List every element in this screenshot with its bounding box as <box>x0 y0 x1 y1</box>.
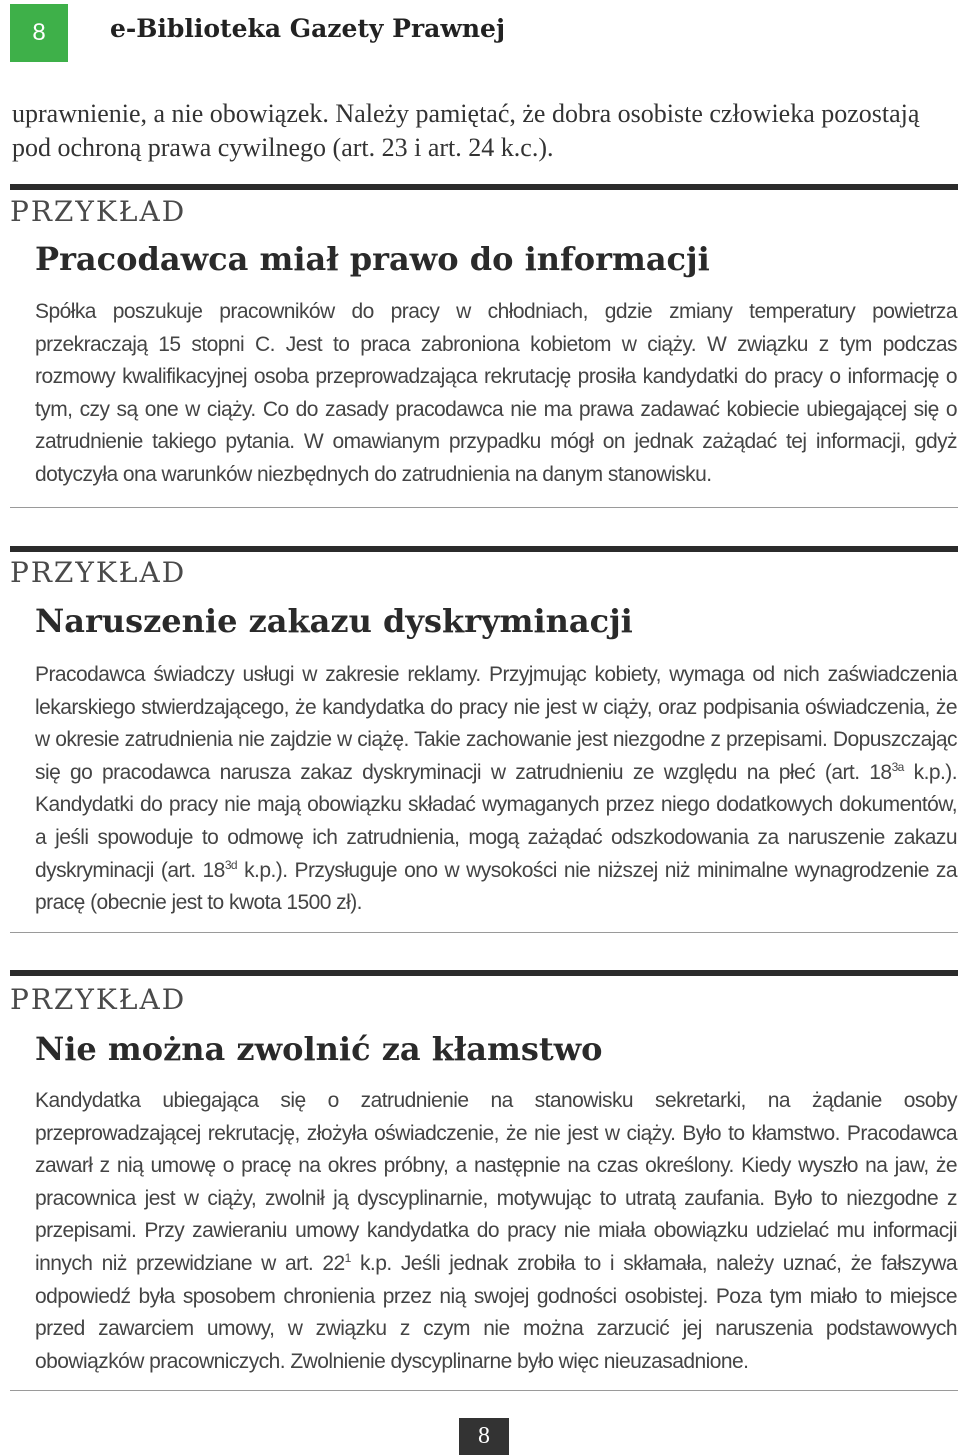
example-title: Naruszenie zakazu dyskryminacji <box>35 602 633 640</box>
article-superscript: 3d <box>224 857 238 872</box>
page-number-badge: 8 <box>10 4 68 62</box>
example-body-text: k.p.). Kandydatki do pracy nie mają obowiązku składać wymaganych przez niego dodatkowych dokumentów, a jeśli spowoduje to odmowę ich zatrudnienia, mogą zażądać odszkodowania za naruszenie zakazu dyskryminacji (art. 18 <box>35 760 957 882</box>
section-divider-thin <box>10 932 958 933</box>
example-title: Nie można zwolnić za kłamstwo <box>35 1030 603 1068</box>
section-divider-thick <box>10 970 958 976</box>
footer-page-number: 8 <box>459 1418 509 1455</box>
example-body-text: Spółka poszukuje pracowników do pracy w chłodniach, gdzie zmiany temperatury powietrza przekraczają 15 stopni C. Jest to praca zabroniona kobietom w ciąży. W związku z tym podczas rozmowy kwalifikacyjnej osoba przeprowadzająca rekrutację prosiła kandydatki do pracy o informację o tym, czy są one w ciąży. Co do zasady pracodawca nie ma prawa zadawać kobiecie ubiegającej się o zatrudnienie takiego pytania. W omawianym przypadku mógł on jednak zażądać tej informacji, gdyż dotyczyła ona warunków niezbędnych do zatrudnienia na danym stanowisku. <box>35 300 957 486</box>
example-label: PRZYKŁAD <box>10 195 187 228</box>
example-body-text: k.p. Jeśli jednak zrobiła to i skłamała, należy uznać, że fałszywa odpowiedź była sposobem chronienia przez nią swojej godności osobistej. Poza tym miało to miejsce przed zawarciem umowy, w związku z czym nie można zarzucić jej naruszenia podstawowych obowiązków pracowniczych. Zwolnienie dyscyplinarne było więc nieuzasadnione. <box>35 1251 957 1373</box>
section-divider-thin <box>10 507 958 508</box>
example-body-text: Kandydatka ubiegająca się o zatrudnienie na stanowisku sekretarki, na żądanie osoby przeprowadzającej rekrutację, złożyła oświadczenie, że nie jest w ciąży. Było to kłamstwo. Pracodawca zawarł z nią umowę o pracę na okres próbny, a następnie na czas określony. Kiedy wyszło na jaw, że pracownica jest w ciąży, zwolnił ją dyscyplinarnie, motywując to utratą zaufania. Było to niezgodne z przepisami. Przy zawieraniu umowy kandydatka do pracy nie miała obowiązku udzielać mu informacji innych niż przewidziane w art. 22 <box>35 1089 957 1275</box>
publication-title: e-Biblioteka Gazety Prawnej <box>110 14 505 43</box>
section-divider-thick <box>10 184 958 190</box>
section-divider-thin <box>10 1390 958 1391</box>
example-body-text: k.p.). Przysługuje ono w wysokości nie niższej niż minimalne wynagrodzenie za pracę (obecnie jest to kwota 1500 zł). <box>35 858 957 915</box>
article-superscript: 3a <box>891 759 904 774</box>
page-header <box>0 0 960 64</box>
article-superscript: 1 <box>344 1250 351 1265</box>
example-body <box>35 1085 957 1378</box>
intro-paragraph: uprawnienie, a nie obowiązek. Należy pamiętać, że dobra osobiste człowieka pozostają pod ochroną prawa cywilnego (art. 23 i art. 24 k.c.). <box>12 99 920 162</box>
section-divider-thick <box>10 546 958 552</box>
example-label: PRZYKŁAD <box>10 983 187 1016</box>
example-body-text: Pracodawca świadczy usługi w zakresie reklamy. Przyjmując kobiety, wymaga od nich zaświadczenia lekarskiego stwierdzającego, że kandydatka do pracy nie jest w ciąży, oraz podpisania oświadczenia, że w okresie zatrudnienia nie zajdzie w ciążę. Takie zachowanie jest niezgodne z przepisami. Dopuszczając się go pracodawca narusza zakaz dyskryminacji w zatrudnieniu ze względu na płeć (art. 18 <box>35 663 957 784</box>
example-label: PRZYKŁAD <box>10 556 187 589</box>
example-title: Pracodawca miał prawo do informacji <box>35 240 710 278</box>
example-body <box>35 296 957 492</box>
example-body <box>35 659 957 920</box>
